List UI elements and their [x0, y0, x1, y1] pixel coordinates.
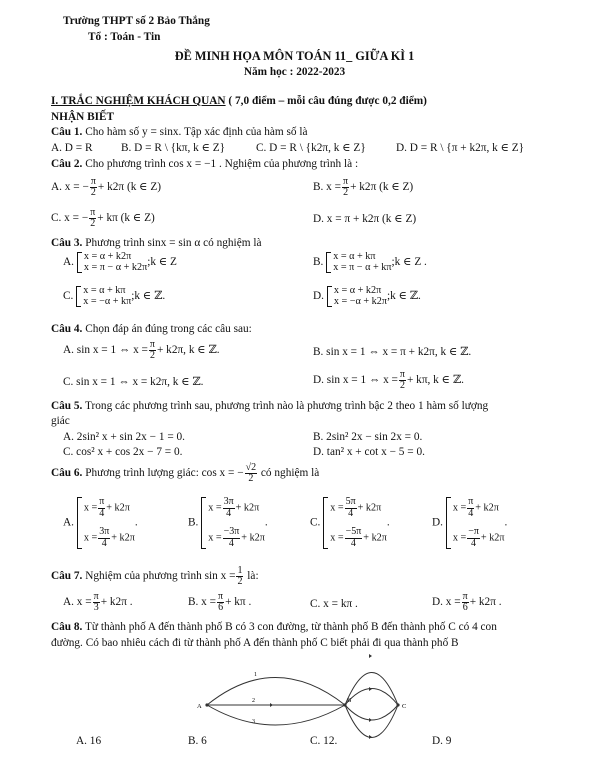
- section-heading: I. TRẮC NGHIỆM KHÁCH QUAN ( 7,0 điểm – mỗi câu đúng được 0,2 điểm): [51, 95, 427, 107]
- q2-option-c[interactable]: C. x = − $\frac{\pi}{2}$ + kπ (k ∈ Z): [51, 207, 155, 229]
- q7-option-b[interactable]: B. x = $\frac{\pi}{6}$ + kπ .: [188, 591, 252, 613]
- question-8-cont: đường. Có bao nhiêu cách đi từ thành phố A đến thành phố C biết phải đi qua thành phố B: [51, 637, 459, 649]
- question-8: Câu 8. Từ thành phố A đến thành phố B có 3 con đường, từ thành phố B đến thành phố C có 4 con: [51, 621, 497, 633]
- question-5: Câu 5. Trong các phương trình sau, phương trình nào là phương trình bậc 2 theo 1 hàm số lượng: [51, 400, 489, 412]
- q3-option-a[interactable]: A. x = α + k2π x = π − α + k2π ;k ∈ Z: [63, 251, 177, 273]
- question-2: Câu 2. Cho phương trình cos x = −1 . Nghiệm của phương trình là :: [51, 158, 359, 170]
- q5-option-c[interactable]: C. cos² x + cos 2x − 7 = 0.: [63, 446, 183, 458]
- q1-option-d[interactable]: D. D = R \ {π + k2π, k ∈ Z}: [396, 142, 525, 154]
- road-ab-3: [207, 705, 345, 725]
- q6-option-b[interactable]: B. x = $\frac{3\pi}{4}$ + k2π x = $\frac{-3\pi}{4}$ + k2π .: [188, 496, 268, 549]
- exam-title: ĐỀ MINH HỌA MÔN TOÁN 11_ GIỮA KÌ 1: [174, 49, 415, 63]
- question-6: Câu 6. Phương trình lượng giác: cos x = − $\frac{√2}{2}$ có nghiệm là: [51, 462, 320, 484]
- q8-option-a[interactable]: A. 16: [76, 735, 102, 747]
- q4-option-b[interactable]: B. sin x = 1 ⇔ x = π + k2π, k ∈ ℤ.: [313, 346, 472, 358]
- q7-option-c[interactable]: C. x = kπ .: [310, 598, 358, 610]
- label-road-3: 3: [252, 719, 255, 725]
- school-name: Trường THPT số 2 Bảo Thắng: [63, 15, 210, 27]
- q8-option-c[interactable]: C. 12.: [310, 735, 338, 747]
- label-city-c: C: [402, 703, 407, 710]
- question-4: Câu 4. Chọn đáp án đúng trong các câu sau:: [51, 323, 252, 335]
- q1-option-c[interactable]: C. D = R \ {k2π, k ∈ Z}: [256, 142, 366, 154]
- label-road-1: 1: [254, 672, 257, 678]
- question-7: Câu 7. Nghiệm của phương trình sin x = $\frac{1}{2}$ là:: [51, 565, 259, 587]
- label-road-2: 2: [252, 698, 255, 704]
- q5-option-b[interactable]: B. 2sin² 2x − sin 2x = 0.: [313, 431, 423, 443]
- question-5-cont: giác: [51, 415, 70, 427]
- q2-option-b[interactable]: B. x = $\frac{\pi}{2}$ + k2π (k ∈ Z): [313, 176, 414, 198]
- road-bc-4: [345, 705, 398, 738]
- q6-option-d[interactable]: D. x = $\frac{\pi}{4}$ + k2π x = $\frac{-\pi}{4}$ + k2π .: [432, 496, 508, 549]
- q5-option-d[interactable]: D. tan² x + cot x − 5 = 0.: [313, 446, 425, 458]
- school-year: Năm học : 2022-2023: [243, 66, 346, 78]
- q3-option-b[interactable]: B. x = α + kπ x = π − α + kπ ;k ∈ Z .: [313, 251, 427, 273]
- road-ab-1: [207, 678, 345, 706]
- level-heading: NHẬN BIẾT: [51, 111, 115, 123]
- q7-option-d[interactable]: D. x = $\frac{\pi}{6}$ + k2π .: [432, 591, 502, 613]
- q2-option-d[interactable]: D. x = π + k2π (k ∈ Z): [313, 213, 417, 225]
- road-bc-1: [345, 673, 398, 706]
- city-a-node: [205, 703, 208, 706]
- q2-option-a[interactable]: A. x = − $\frac{\pi}{2}$ + k2π (k ∈ Z): [51, 176, 162, 198]
- q4-option-d[interactable]: D. sin x = 1 ⇔ x = $\frac{\pi}{2}$ + kπ, k ∈ ℤ.: [313, 369, 464, 391]
- q8-option-d[interactable]: D. 9: [432, 735, 452, 747]
- label-city-b: B: [347, 697, 352, 704]
- q6-option-c[interactable]: C. x = $\frac{5\pi}{4}$ + k2π x = $\frac{-5\pi}{4}$ + k2π .: [310, 496, 390, 549]
- road-bc-3: [345, 705, 398, 720]
- q1-option-b[interactable]: B. D = R \ {kπ, k ∈ Z}: [121, 142, 226, 154]
- city-c-node: [396, 703, 399, 706]
- q3-option-d[interactable]: D. x = α + k2π x = −α + k2π ;k ∈ ℤ.: [313, 285, 421, 307]
- department-name: Tổ : Toán - Tin: [88, 31, 161, 43]
- q3-option-c[interactable]: C. x = α + kπ x = −α + kπ ;k ∈ ℤ.: [63, 285, 166, 307]
- q1-option-a[interactable]: A. D = R: [51, 142, 93, 154]
- q6-option-a[interactable]: A. x = $\frac{\pi}{4}$ + k2π x = $\frac{3\pi}{4}$ + k2π .: [63, 496, 138, 549]
- city-b-node: [343, 703, 346, 706]
- q4-option-a[interactable]: A. sin x = 1 ⇔ x = $\frac{\pi}{2}$ + k2π, k ∈ ℤ.: [63, 339, 220, 361]
- question-1: Câu 1. Cho hàm số y = sinx. Tập xác định của hàm số là: [51, 126, 308, 138]
- q7-option-a[interactable]: A. x = $\frac{\pi}{3}$ + k2π .: [63, 591, 133, 613]
- q8-option-b[interactable]: B. 6: [188, 735, 207, 747]
- road-bc-2: [345, 689, 398, 706]
- question-3: Câu 3. Phương trình sinx = sin α có nghiệm là: [51, 237, 262, 249]
- q4-option-c[interactable]: C. sin x = 1 ⇔ x = k2π, k ∈ ℤ.: [63, 376, 204, 388]
- q5-option-a[interactable]: A. 2sin² x + sin 2x − 1 = 0.: [63, 431, 185, 443]
- label-city-a: A: [197, 703, 202, 710]
